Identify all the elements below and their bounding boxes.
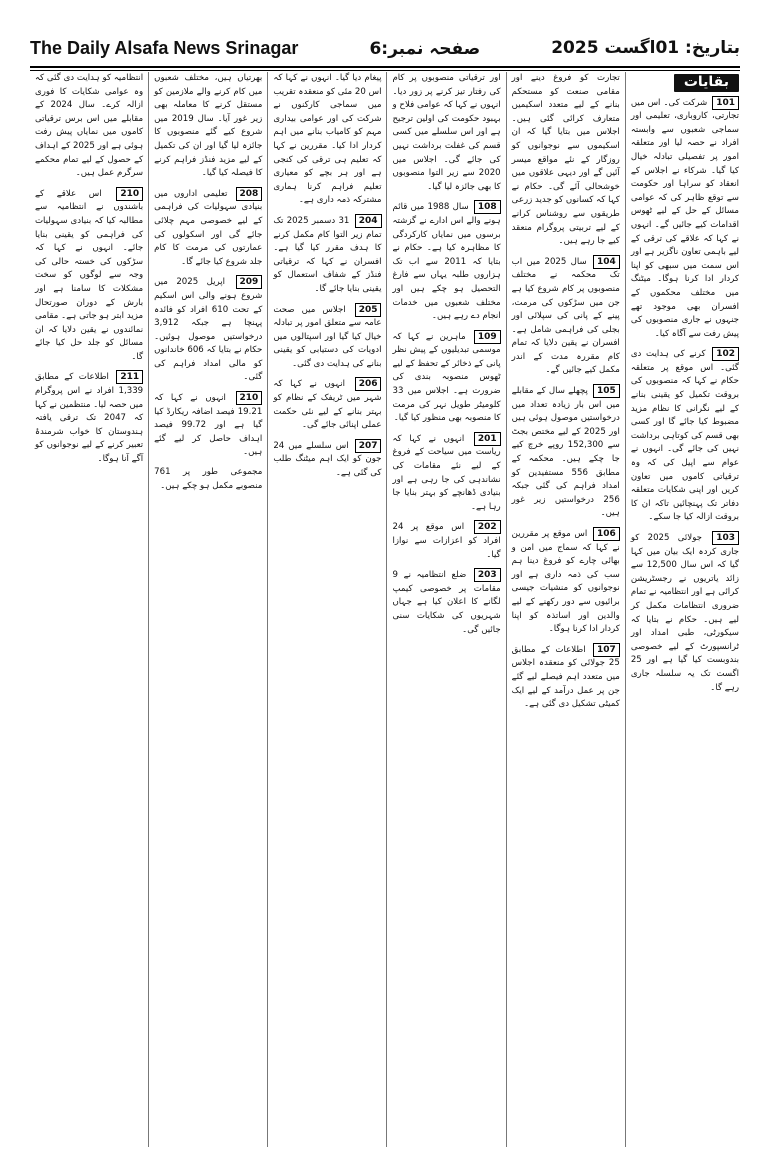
column-3 (386, 72, 505, 1147)
article-text: اور ترقیاتی منصوبوں پر کام کی رفتار تیز کرنے پر زور دیا۔ انہوں نے کہا کہ عوامی فلاح و بہبود حکومت کی اولین ترجیح ہے اور اس سلسلے میں کسی قسم کی غفلت برداشت نہیں کی جائے گی۔ اجلاس میں 2020 سے زیر التوا منصوبوں کا بھی جائزہ لیا گیا۔ (392, 73, 501, 192)
article-block (392, 200, 500, 323)
date-label: بتاریخ: 01اگست 2025 (551, 38, 740, 58)
article-number-badge: 205 (355, 303, 382, 317)
article-block (512, 255, 620, 378)
column-blocks (631, 96, 739, 702)
article-text: انہوں نے کہا کہ 19.21 فیصد اضافہ ریکارڈ کیا گیا ہے اور 99.72 فیصد اہداف حاصل کر لیے گئے ہیں۔ (154, 393, 263, 458)
article-block (392, 520, 500, 562)
column-4 (267, 72, 386, 1147)
column-blocks (273, 72, 381, 487)
column-blocks (35, 72, 143, 473)
block-spacer (392, 637, 500, 643)
article-block (512, 384, 620, 521)
block-spacer (631, 695, 739, 701)
article-block (273, 439, 381, 481)
article-text: اس موقع پر 24 افراد کو اعزازات سے نوازا گیا۔ (392, 522, 501, 560)
article-text: مجموعی طور پر 761 منصوبے مکمل ہو چکے ہیں۔ (154, 467, 263, 491)
article-text: پیغام دیا گیا۔ انہوں نے کہا کہ اس 20 مئی کو منعقدہ تقریب میں سماجی کارکنوں نے شرکت کی اور عوامی بیداری مہم کو کامیاب بنانے میں اہم کردار ادا کیا۔ مقررین نے کہا کہ تعلیم ہی ترقی کی کنجی ہے اور ہر بچے کو معیاری تعلیم فراہم کرنا ہماری مشترکہ ذمہ داری ہے۔ (273, 73, 382, 206)
article-number-badge: 107 (593, 643, 620, 657)
article-text: اس سلسلے میں 24 جون کو ایک اہم میٹنگ طلب کی گئی ہے۔ (273, 440, 382, 479)
article-number-badge: 106 (593, 527, 620, 541)
column-blocks (512, 72, 620, 718)
article-block (512, 527, 620, 637)
article-block (35, 72, 143, 181)
article-text: انہوں نے کہا کہ شہر میں ٹریفک کے نظام کو بہتر بنانے کے لیے نئی حکمت عملی اپنائی جائے گی۔ (273, 379, 382, 431)
section-header (631, 74, 739, 92)
article-number-badge: 211 (116, 370, 143, 384)
article-number-badge: 108 (474, 200, 501, 214)
columns-container (30, 72, 744, 1147)
article-block (392, 568, 500, 637)
column-6 (30, 72, 148, 1147)
article-text: تجارت کو فروغ دینے اور مقامی صنعت کو مستحکم بنانے کے لیے متعدد اسکیمیں متعارف کرائی گئی ہیں۔ اجلاس میں بتایا گیا کہ ان اسکیموں سے نوجوانوں کو روزگار کے نئے مواقع میسر آئیں گے اور دیہی علاقوں میں خوشحالی آئے گی۔ حکام نے کہا کہ کسانوں کو جدید زرعی طریقوں سے روشناس کرانے کے لیے تربیتی پروگرام منعقد کیے جا رہے ہیں۔ (511, 73, 620, 247)
column-blocks (392, 72, 500, 643)
article-number-badge: 210 (236, 391, 263, 405)
article-number-badge: 102 (712, 347, 739, 361)
article-number-badge: 103 (712, 531, 739, 545)
article-number-badge: 208 (236, 187, 263, 201)
article-number-badge: 101 (712, 96, 739, 110)
article-number-badge: 105 (593, 384, 620, 398)
article-block (154, 187, 262, 270)
article-block (154, 275, 262, 385)
article-block (35, 370, 143, 466)
article-block (154, 72, 262, 181)
article-block (273, 214, 381, 297)
article-number-badge: 104 (593, 255, 620, 269)
article-text: سال 2025 میں اب تک محکمہ نے مختلف منصوبوں پر کام شروع کیا ہے جن میں سڑکوں کی مرمت، پینے کے پانی کی سپلائی اور بجلی کی فراہمی شامل ہے۔ افسران نے یقین دلایا کہ تمام کام مقررہ مدت کے اندر مکمل کیے جائیں گے۔ (511, 256, 620, 376)
column-1 (625, 72, 744, 1147)
article-block (273, 377, 381, 432)
column-blocks (154, 72, 262, 499)
article-block (392, 330, 500, 426)
article-block (631, 531, 739, 695)
article-number-badge: 204 (355, 214, 382, 228)
english-title: The Daily Alsafa News Srinagar (30, 37, 299, 58)
article-text: شرکت کی۔ اس میں تجارتی، کاروباری، تعلیمی اور سماجی شعبوں سے وابستہ افراد نے حصہ لیا اور متعلقہ امور پر تفصیلی تبادلہ خیال کیا گیا۔ شرکاء نے اجلاس کے انعقاد کو سراہا اور حکومت سے توقع ظاہر کی کہ عوامی مسائل کے حل کے لیے ٹھوس اقدامات کیے جائیں گے۔ انہوں نے کہا کہ علاقے کی ترقی کے لیے باہمی تعاون ناگزیر ہے اور اس سمت میں سبھی کو اپنا کردار ادا کرنا ہوگا۔ میٹنگ میں مختلف محکموں کے افسران بھی موجود تھے جنہوں نے جاری منصوبوں کی پیش رفت سے آگاہ کیا۔ (630, 97, 739, 339)
page-number-label: صفحہ نمبر:6 (369, 38, 481, 59)
article-text: پچھلے سال کے مقابلے میں اس بار زیادہ تعداد میں درخواستیں موصول ہوئی ہیں اور 2025 کے لیے مختص بجٹ سے 152,300 روپے خرچ کیے جا چکے ہیں۔ محکمہ کے مطابق 556 مستفیدین کو امداد فراہم کی گئی جبکہ 256 درخواستیں زیر غور ہیں۔ (511, 386, 620, 519)
block-spacer (154, 493, 262, 499)
article-block (35, 187, 143, 365)
article-text: کرنے کی ہدایت دی گئی۔ اس موقع پر متعلقہ حکام نے کہا کہ منصوبوں کی بروقت تکمیل کو یقینی بنانے کے لیے نگرانی کا نظام مزید مضبوط کیا جائے گا اور کسی بھی قسم کی کوتاہی برداشت نہیں کی جائے گی۔ انہوں نے عوام سے اپیل کی کہ وہ ترقیاتی کاموں میں تعاون کریں اور اپنی شکایات متعلقہ دفاتر تک پہنچائیں تاکہ ان کا بروقت ازالہ کیا جا سکے۔ (630, 349, 739, 523)
article-text: اطلاعات کے مطابق 25 جولائی کو منعقدہ اجلاس میں متعدد اہم فیصلے لیے گئے جن پر عمل درآمد کے لیے ایک کمیٹی تشکیل دی گئی ہے۔ (511, 644, 620, 710)
article-number-badge: 202 (474, 520, 501, 534)
article-number-badge: 210 (116, 187, 143, 201)
article-number-badge: 109 (474, 330, 501, 344)
article-block (631, 347, 739, 525)
article-number-badge: 203 (474, 568, 501, 582)
article-number-badge: 201 (474, 432, 501, 446)
article-block (392, 72, 500, 194)
article-text: اپریل 2025 میں شروع ہونے والی اس اسکیم کے تحت 610 افراد کو فائدہ پہنچا ہے جبکہ 3,912 درخواستیں موصول ہوئیں۔ حکام نے بتایا کہ 606 خاندانوں کو مالی امداد فراہم کی گئی۔ (154, 277, 263, 383)
article-text: انہوں نے کہا کہ ریاست میں سیاحت کے فروغ کے لیے نئے مقامات کی نشاندہی کی جا رہی ہے اور بنیادی ڈھانچے کو بہتر بنایا جا رہا ہے۔ (392, 433, 501, 512)
article-text: اطلاعات کے مطابق 1,339 افراد نے اس پروگرام میں حصہ لیا۔ منتظمین نے کہا کہ 2047 تک ترقی یافتہ ہندوستان کا خواب شرمندۂ تعبیر کرنے کے لیے نوجوانوں کو آگے آنا ہوگا۔ (34, 372, 144, 465)
article-block (154, 391, 262, 460)
block-spacer (512, 712, 620, 718)
article-block (631, 96, 739, 342)
article-text: اجلاس میں صحت عامہ سے متعلق امور پر تبادلہ خیال کیا گیا اور اسپتالوں میں ادویات کی دستیابی کو یقینی بنانے کی ہدایت دی گئی۔ (273, 304, 382, 369)
article-block (273, 72, 381, 208)
section-title: بقایات (674, 74, 739, 92)
article-block (512, 643, 620, 712)
article-block (273, 303, 381, 372)
block-spacer (273, 481, 381, 487)
article-block (512, 72, 620, 249)
article-number-badge: 207 (355, 439, 382, 453)
article-text: اس علاقے کے باشندوں نے انتظامیہ سے مطالبہ کیا کہ بنیادی سہولیات کی فراہمی کو یقینی بنایا جائے۔ انہوں نے کہا کہ سڑکوں کی خستہ حالی کی وجہ سے لوگوں کو سخت مشکلات کا سامنا ہے اور بارش کے دوران صورتحال مزید ابتر ہو جاتی ہے۔ مقامی نمائندوں نے یقین دلایا کہ ان مسائل کو جلد حل کیا جائے گا۔ (34, 188, 144, 362)
article-text: تعلیمی اداروں میں بنیادی سہولیات کی فراہمی کے لیے خصوصی مہم چلائی جائے گی اور اسکولوں کی عمارتوں کی مرمت کا کام جلد شروع کیا جائے گا۔ (154, 188, 263, 267)
article-text: ضلع انتظامیہ نے 9 مقامات پر خصوصی کیمپ لگانے کا اعلان کیا ہے جہاں شہریوں کی شکایات سنی جائیں گی۔ (392, 570, 501, 635)
masthead (30, 30, 740, 68)
article-text: انتظامیہ کو ہدایت دی گئی کہ وہ عوامی شکایات کا فوری ازالہ کرے۔ سال 2024 کے مقابلے میں اس برس ترقیاتی کاموں میں نمایاں پیش رفت ہوئی ہے اور 2025 کے اہداف کے حصول کے لیے تمام محکمے سرگرم عمل ہیں۔ (34, 73, 144, 179)
column-2 (506, 72, 625, 1147)
article-block (392, 432, 500, 515)
article-number-badge: 209 (236, 275, 263, 289)
article-text: سال 1988 میں قائم ہونے والے اس ادارے نے گزشتہ برسوں میں نمایاں کارکردگی کا مظاہرہ کیا ہے۔ حکام نے بتایا کہ 2011 سے اب تک ہزاروں طلبہ یہاں سے فارغ التحصیل ہو چکے ہیں اور مختلف شعبوں میں خدمات انجام دے رہے ہیں۔ (392, 202, 501, 322)
article-text: ماہرین نے کہا کہ موسمی تبدیلیوں کے پیش نظر پانی کے ذخائر کے تحفظ کے لیے ٹھوس منصوبہ بندی کی ضرورت ہے۔ اجلاس میں 33 کلومیٹر طویل نہر کی مرمت کا منصوبہ بھی منظور کیا گیا۔ (392, 331, 501, 424)
article-text: 31 دسمبر 2025 تک تمام زیر التوا کام مکمل کرنے کا ہدف مقرر کیا گیا ہے۔ افسران نے کہا کہ ترقیاتی فنڈز کے شفاف استعمال کو یقینی بنایا جائے گا۔ (273, 215, 382, 294)
block-spacer (35, 467, 143, 473)
article-block (154, 466, 262, 493)
article-text: بھرتیاں ہیں، مختلف شعبوں میں کام کرنے والے ملازمین کو مستقل کرنے کا معاملہ بھی زیر غور آیا۔ سال 2019 میں شروع کیے گئے منصوبوں کا جائزہ لیا گیا اور ان کی تکمیل کے لیے مزید فنڈز فراہم کرنے کا فیصلہ کیا گیا۔ (154, 73, 263, 179)
header-rule (30, 70, 740, 71)
article-number-badge: 206 (355, 377, 382, 391)
article-text: جولائی 2025 کو جاری کردہ ایک بیان میں کہا گیا کہ اس سال 12,500 سے زائد یاتریوں نے رجسٹریشن کرائی ہے اور انتظامیہ نے تمام ضروری انتظامات مکمل کر لیے ہیں۔ حکام نے بتایا کہ سیکورٹی، طبی امداد اور ٹرانسپورٹ کے لیے خصوصی بندوبست کیا گیا ہے اور 25 اگست تک یہ سلسلہ جاری رہے گا۔ (630, 533, 739, 693)
article-text: اس موقع پر مقررین نے کہا کہ سماج میں امن و بھائی چارے کو فروغ دینا ہم سب کی ذمہ داری ہے اور نوجوانوں کو منشیات جیسی برائیوں سے دور رکھنے کے لیے والدین اور اساتذہ کو اپنا کردار ادا کرنا ہوگا۔ (511, 529, 620, 635)
column-5 (148, 72, 267, 1147)
